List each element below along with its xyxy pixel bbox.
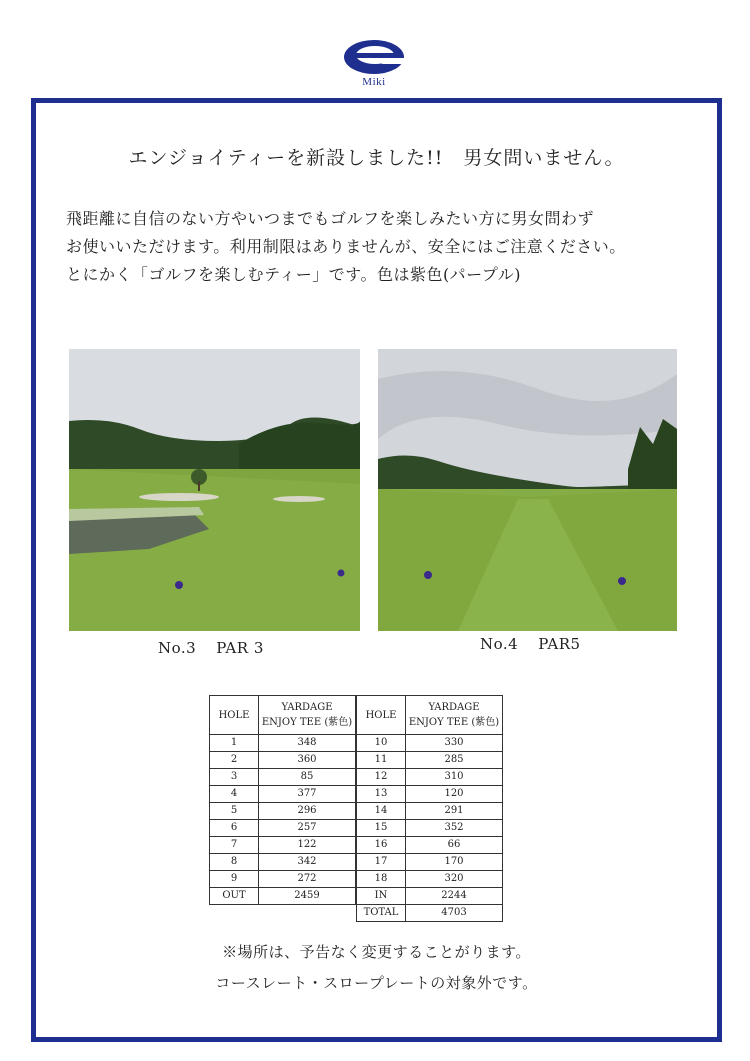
yardage-cell: 2244 — [406, 888, 503, 905]
table-row — [357, 871, 503, 888]
table-row — [210, 769, 356, 786]
hole-cell: 2 — [210, 752, 259, 769]
yardage-cell: 272 — [259, 871, 356, 888]
logo-text: Miki — [362, 76, 386, 88]
hole-cell: OUT — [210, 888, 259, 905]
table-row — [210, 820, 356, 837]
column-header-hole: HOLE — [210, 696, 259, 735]
yardage-cell: 120 — [406, 786, 503, 803]
hole-cell: 14 — [357, 803, 406, 820]
table-row — [210, 752, 356, 769]
hole-cell: 13 — [357, 786, 406, 803]
note-line: ※場所は、予告なく変更することがります。 — [222, 943, 531, 961]
hole-4-caption — [480, 635, 581, 653]
yardage-cell: 320 — [406, 871, 503, 888]
hole-cell: 5 — [210, 803, 259, 820]
back-nine-table — [356, 695, 503, 922]
notice-frame — [31, 98, 722, 1042]
yardage-cell: 85 — [259, 769, 356, 786]
hole-cell: 11 — [357, 752, 406, 769]
hole-cell: 15 — [357, 820, 406, 837]
yardage-cell: 257 — [259, 820, 356, 837]
hole-cell: 7 — [210, 837, 259, 854]
footnotes — [36, 937, 717, 999]
intro-line: 飛距離に自信のない方やいつまでもゴルフを楽しみたい方に男女問わず — [66, 209, 595, 228]
table-row — [357, 820, 503, 837]
yardage-cell: 352 — [406, 820, 503, 837]
hole-cell: 10 — [357, 735, 406, 752]
hole-number: No.4 — [480, 635, 519, 653]
column-header-yardage — [406, 696, 503, 735]
table-row — [210, 888, 356, 905]
tee-marker-icon — [175, 581, 183, 589]
table-row — [210, 854, 356, 871]
table-row — [357, 735, 503, 752]
intro-line: とにかく「ゴルフを楽しむティー」です。色は紫色(パープル) — [66, 265, 521, 284]
column-header-hole: HOLE — [357, 696, 406, 735]
enjoy-tee-label: ENJOY TEE (紫色) — [408, 717, 500, 728]
table-row — [357, 837, 503, 854]
hole-cell: 18 — [357, 871, 406, 888]
hole-number: No.3 — [158, 639, 197, 657]
hole-cell: 12 — [357, 769, 406, 786]
table-row — [357, 786, 503, 803]
yardage-cell: 66 — [406, 837, 503, 854]
front-nine-table — [209, 695, 356, 905]
yardage-cell: 2459 — [259, 888, 356, 905]
yardage-cell: 360 — [259, 752, 356, 769]
hole-cell: 8 — [210, 854, 259, 871]
table-row — [210, 837, 356, 854]
yardage-cell: 4703 — [406, 905, 503, 922]
yardage-cell: 377 — [259, 786, 356, 803]
table-row — [357, 803, 503, 820]
hole-cell: 17 — [357, 854, 406, 871]
table-row — [357, 888, 503, 905]
miki-logo-mark — [342, 38, 406, 76]
yardage-cell: 122 — [259, 837, 356, 854]
yardage-label: YARDAGE — [281, 702, 333, 713]
hole-4-photo — [378, 349, 677, 631]
hole-3-caption — [158, 639, 264, 657]
hole-par: PAR 3 — [216, 639, 264, 657]
yardage-cell: 296 — [259, 803, 356, 820]
tee-marker-icon — [424, 571, 432, 579]
yardage-cell: 170 — [406, 854, 503, 871]
table-row — [210, 786, 356, 803]
table-row — [357, 752, 503, 769]
hole-cell: 1 — [210, 735, 259, 752]
hole-cell: 6 — [210, 820, 259, 837]
hole-cell: 16 — [357, 837, 406, 854]
enjoy-tee-label: ENJOY TEE (紫色) — [261, 717, 353, 728]
table-row — [210, 735, 356, 752]
yardage-cell: 342 — [259, 854, 356, 871]
table-row — [357, 854, 503, 871]
hole-cell: 9 — [210, 871, 259, 888]
yardage-cell: 310 — [406, 769, 503, 786]
intro-line: お使いいただけます。利用制限はありませんが、安全にはご注意ください。 — [66, 237, 626, 256]
yardage-cell: 291 — [406, 803, 503, 820]
hole-cell: TOTAL — [357, 905, 406, 922]
tee-marker-icon — [338, 570, 345, 577]
yardage-label: YARDAGE — [428, 702, 480, 713]
page-title: エンジョイティーを新設しました!! 男女問いません。 — [128, 147, 625, 169]
tee-marker-icon — [618, 577, 626, 585]
miki-logo — [340, 38, 408, 94]
hole-3-photo — [69, 349, 360, 631]
intro-text — [66, 205, 626, 289]
hole-cell: 3 — [210, 769, 259, 786]
hole-cell: IN — [357, 888, 406, 905]
table-row — [210, 803, 356, 820]
yardage-cell: 330 — [406, 735, 503, 752]
hole-cell: 4 — [210, 786, 259, 803]
column-header-yardage — [259, 696, 356, 735]
table-row — [357, 905, 503, 922]
hole-par: PAR5 — [538, 635, 581, 653]
table-row — [210, 871, 356, 888]
note-line: コースレート・スロープレートの対象外です。 — [215, 974, 538, 992]
table-row — [357, 769, 503, 786]
yardage-cell: 348 — [259, 735, 356, 752]
yardage-cell: 285 — [406, 752, 503, 769]
